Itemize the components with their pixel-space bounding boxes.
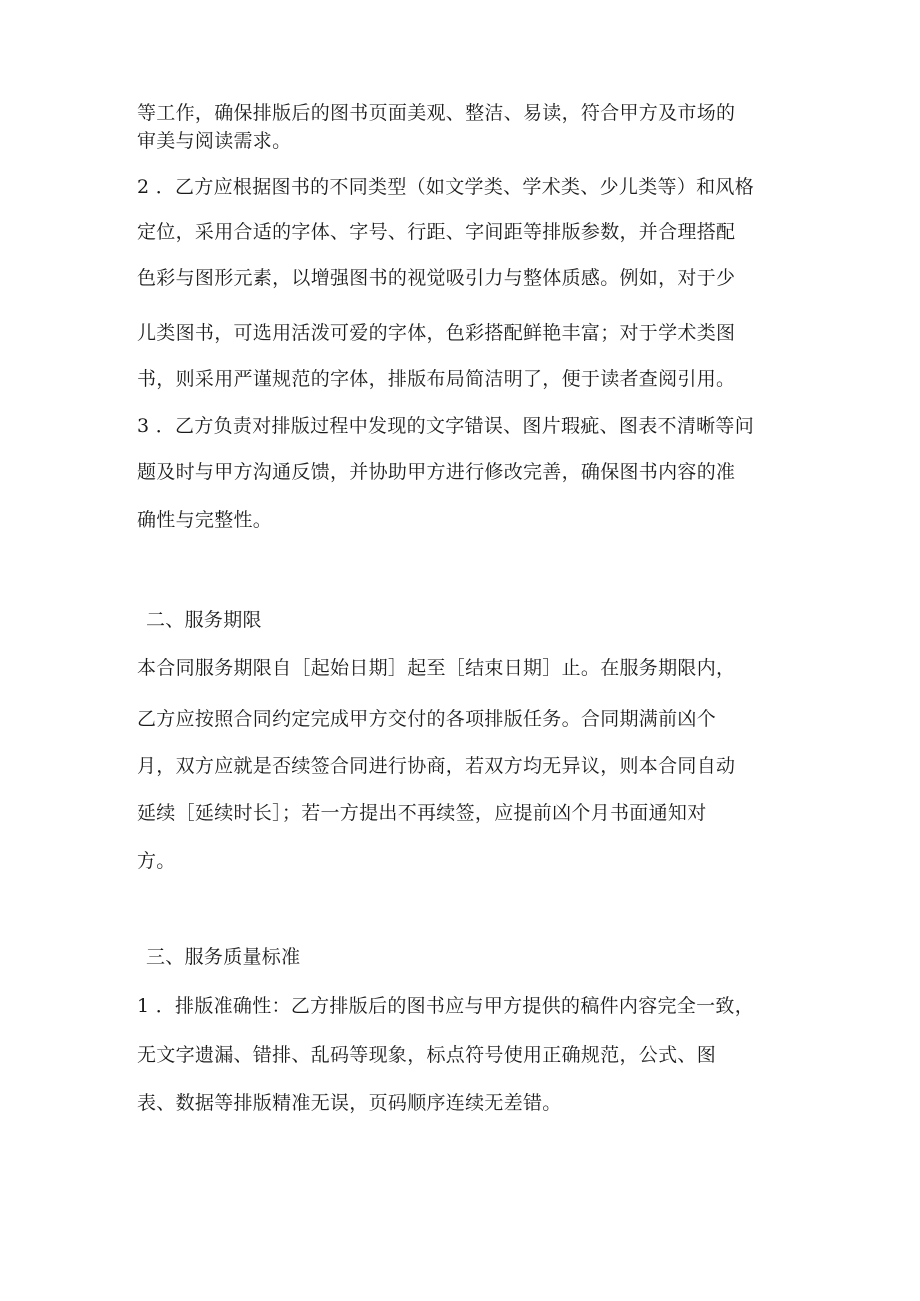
paragraph-line: 定位，采用合适的字体、字号、行距、字间距等排版参数，并合理搭配 (137, 221, 736, 243)
paragraph-line: 乙方应按照合同约定完成甲方交付的各项排版任务。合同期满前凶个 (137, 708, 717, 730)
paragraph-line: 题及时与甲方沟通反馈，并协助甲方进行修改完善，确保图书内容的准 (137, 461, 736, 483)
paragraph-line: 方。 (137, 850, 176, 872)
paragraph-line: 色彩与图形元素，以增强图书的视觉吸引力与整体质感。例如，对于少 (137, 267, 736, 289)
section-heading-quality-standards: 三、服务质量标准 (146, 946, 301, 968)
paragraph-line: 书，则采用严谨规范的字体，排版布局简洁明了，便于读者查阅引用。 (137, 368, 736, 390)
paragraph-line: 表、数据等排版精准无误，页码顺序连续无差错。 (137, 1092, 562, 1114)
paragraph-line: 审美与阅读需求。 (137, 130, 292, 152)
list-item-1-line: 1 ．排版准确性：乙方排版后的图书应与甲方提供的稿件内容完全一致， (137, 995, 755, 1017)
paragraph-line: 延续［延续时长］；若一方提出不再续签，应提前凶个月书面通知对 (137, 802, 707, 824)
section-heading-service-term: 二、服务期限 (146, 609, 262, 631)
paragraph-line: 确性与完整性。 (137, 509, 273, 531)
paragraph-line: 无文字遗漏、错排、乱码等现象，标点符号使用正确规范，公式、图 (137, 1044, 717, 1066)
list-item-2-line: 2 ．乙方应根据图书的不同类型（如文学类、学术类、少儿类等）和风格 (137, 176, 755, 198)
paragraph-line: 儿类图书，可选用活泼可爱的字体，色彩搭配鲜艳丰富；对于学术类图 (137, 322, 736, 344)
paragraph-line: 月，双方应就是否续签合同进行协商，若双方均无异议，则本合同自动 (137, 755, 736, 777)
list-item-3-line: 3 ．乙方负责对排版过程中发现的文字错误、图片瑕疵、图表不清晰等问 (137, 415, 755, 437)
paragraph-line: 等工作，确保排版后的图书页面美观、整洁、易读，符合甲方及市场的 (137, 102, 736, 124)
paragraph-line: 本合同服务期限自［起始日期］起至［结束日期］止。在服务期限内， (137, 657, 736, 679)
